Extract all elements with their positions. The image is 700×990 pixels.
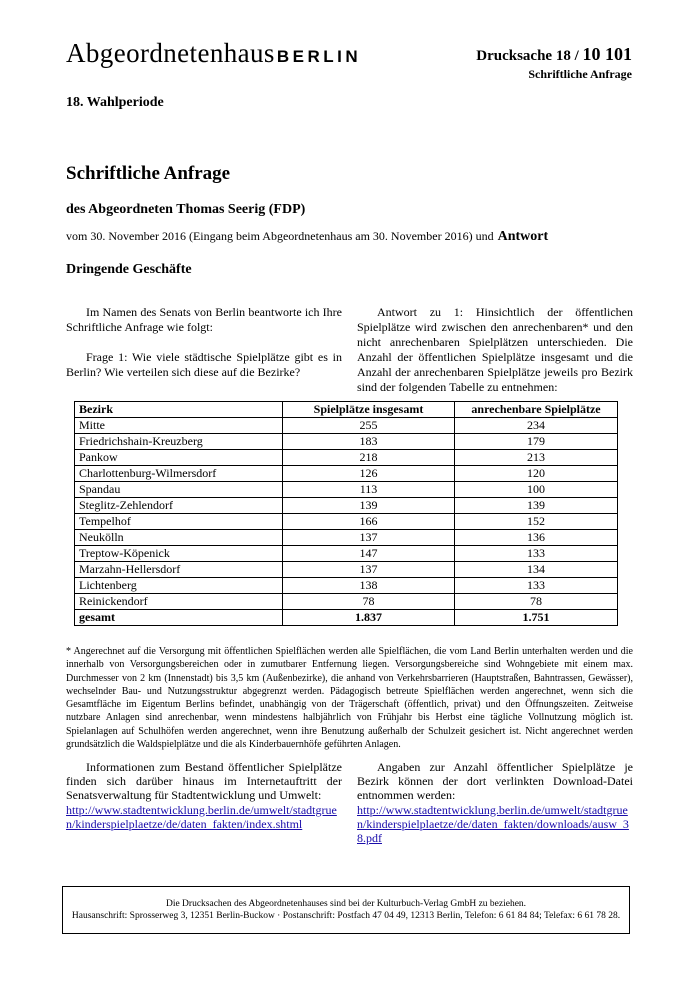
cell-bezirk: Charlottenburg-Wilmersdorf xyxy=(75,466,283,482)
left-column xyxy=(66,305,342,395)
cell-total: 137 xyxy=(283,562,455,578)
cell-countable: 120 xyxy=(455,466,618,482)
cell-total: 255 xyxy=(283,418,455,434)
footer-line-1: Die Drucksachen des Abgeordnetenhauses sind bei der Kulturbuch-Verlag GmbH zu beziehen. xyxy=(165,899,527,909)
column-header-total: Spielplätze insgesamt xyxy=(283,402,455,418)
intro-paragraph: Im Namen des Senats von Berlin beantworte ich Ihre Schriftliche Anfrage wie folgt: xyxy=(66,305,342,334)
brand-name: Abgeordnetenhaus xyxy=(66,38,275,68)
cell-countable: 234 xyxy=(455,418,618,434)
cell-countable: 78 xyxy=(455,594,618,610)
cell-total-sum: 1.837 xyxy=(283,610,455,626)
table-total-row xyxy=(75,610,618,626)
info-left xyxy=(66,760,342,831)
cell-bezirk: Lichtenberg xyxy=(75,578,283,594)
table-row xyxy=(75,450,618,466)
table-header-row xyxy=(75,402,618,418)
cell-total: 183 xyxy=(283,434,455,450)
cell-bezirk: Mitte xyxy=(75,418,283,434)
brand-logo xyxy=(66,38,361,69)
cell-total-label: gesamt xyxy=(75,610,283,626)
cell-total: 126 xyxy=(283,466,455,482)
footer-line-2: Hausanschrift: Sprosserweg 3, 12351 Berlin-Buckow · Postanschrift: Postfach 47 04 49, 12313 Berlin, Telefon: 6 61 84 84; Telefax: 6 61 78 28. xyxy=(71,911,621,921)
table-row xyxy=(75,546,618,562)
column-header-countable: anrechenbare Spielplätze xyxy=(455,402,618,418)
info-left-text: Informationen zum Bestand öffentlicher Spielplätze finden sich darüber hinaus im Internetauftritt der Senatsverwaltung für Stadtentwicklung und Umwelt: xyxy=(66,760,342,803)
brand-city: BERLIN xyxy=(276,47,362,66)
cell-bezirk: Steglitz-Zehlendorf xyxy=(75,498,283,514)
cell-total: 166 xyxy=(283,514,455,530)
right-column xyxy=(357,305,633,395)
cell-total: 78 xyxy=(283,594,455,610)
cell-total: 218 xyxy=(283,450,455,466)
table-row xyxy=(75,434,618,450)
answer-paragraph: Antwort zu 1: Hinsichtlich der öffentlichen Spielplätze wird zwischen den anrechenbaren* und den nicht anrechenbaren Spielplätzen unterschieden. Die Anzahl der öffentlichen Spielplätze insgesamt und die Anzahl der anrechenbaren Spielplätze jeweils pro Bezirk sind der folgenden Tabelle zu entnehmen: xyxy=(357,305,633,394)
cell-countable: 133 xyxy=(455,546,618,562)
column-header-bezirk: Bezirk xyxy=(75,402,283,418)
section-heading: Dringende Geschäfte xyxy=(66,262,192,277)
document-author: des Abgeordneten Thomas Seerig (FDP) xyxy=(66,202,306,217)
drucksache-value: 10 101 xyxy=(582,44,632,64)
cell-countable: 179 xyxy=(455,434,618,450)
footer-box xyxy=(62,886,630,934)
table-row xyxy=(75,594,618,610)
cell-bezirk: Pankow xyxy=(75,450,283,466)
cell-total: 139 xyxy=(283,498,455,514)
cell-countable: 136 xyxy=(455,530,618,546)
cell-total: 138 xyxy=(283,578,455,594)
cell-countable: 133 xyxy=(455,578,618,594)
cell-countable: 139 xyxy=(455,498,618,514)
link-playground-info[interactable]: http://www.stadtentwicklung.berlin.de/umwelt/stadtgruen/kinderspielplaetze/de/daten_fakten/index.shtml xyxy=(66,802,337,831)
drucksache-label: Drucksache 18 / xyxy=(476,48,579,64)
dateline-text: vom 30. November 2016 (Eingang beim Abgeordnetenhaus am 30. November 2016) und xyxy=(66,229,494,243)
answer-label: Antwort xyxy=(497,229,549,244)
wahlperiode: 18. Wahlperiode xyxy=(66,95,164,110)
table-row xyxy=(75,482,618,498)
playground-table xyxy=(74,401,618,626)
cell-total: 137 xyxy=(283,530,455,546)
cell-countable-sum: 1.751 xyxy=(455,610,618,626)
question-paragraph: Frage 1: Wie viele städtische Spielplätze gibt es in Berlin? Wie verteilen sich diese auf die Bezirke? xyxy=(66,350,342,379)
cell-total: 147 xyxy=(283,546,455,562)
cell-countable: 152 xyxy=(455,514,618,530)
cell-bezirk: Reinickendorf xyxy=(75,594,283,610)
drucksache-number xyxy=(476,44,632,65)
cell-countable: 100 xyxy=(455,482,618,498)
cell-bezirk: Spandau xyxy=(75,482,283,498)
cell-countable: 213 xyxy=(455,450,618,466)
document-title: Schriftliche Anfrage xyxy=(66,163,231,184)
info-right xyxy=(357,760,633,845)
document-type: Schriftliche Anfrage xyxy=(528,67,632,81)
table-row xyxy=(75,578,618,594)
cell-total: 113 xyxy=(283,482,455,498)
cell-countable: 134 xyxy=(455,562,618,578)
table-row xyxy=(75,466,618,482)
table-row xyxy=(75,498,618,514)
table-row xyxy=(75,418,618,434)
cell-bezirk: Neukölln xyxy=(75,530,283,546)
cell-bezirk: Friedrichshain-Kreuzberg xyxy=(75,434,283,450)
cell-bezirk: Treptow-Köpenick xyxy=(75,546,283,562)
table-row xyxy=(75,562,618,578)
footnote: * Angerechnet auf die Versorgung mit öffentlichen Spielflächen werden alle Spielflächen, die vom Land Berlin unterhalten werden und die innerhalb von Versorgungsbereichen oder in zumutbarer Entfernung liegen. Versorgungsbereiche sind Wohngebiete mit einem max. Durchmesser von 2 km (Innenstadt) bis 3,5 km (Außenbezirke), die anhand von Verkehrsbarrieren (Hauptstraßen, Bahntrassen, Gewässer), wechselnder Bau- und Nutzungsstruktur abgegrenzt werden. Pädagogisch betreute Spielflächen werden angerechnet, wenn sich die Gesamtfläche im Eigentum Berlins befindet, unabhängig von der Trägerschaft (öffentlich, privat) und den Öffnungszeiten. Zeitweise nutzbare Anlagen sind anrechenbar, wenn mindestens halbjährlich von Frühjahr bis Herbst eine tägliche Vollnutzung möglich ist. Spielanlagen auf Schulhöfen werden angerechnet, wenn ihre Benutzung außerhalb der Schulzeit gesichert ist. Nicht angerechnet werden grundsätzlich die Waldspielplätze und die als Kinderbauernhöfe geführten Anlagen. xyxy=(66,646,633,751)
cell-bezirk: Tempelhof xyxy=(75,514,283,530)
dateline xyxy=(66,229,548,245)
info-right-text: Angaben zur Anzahl öffentlicher Spielplätze je Bezirk können der dort verlinkten Download-Datei entnommen werden: xyxy=(357,760,633,803)
table-row xyxy=(75,530,618,546)
link-download-file[interactable]: http://www.stadtentwicklung.berlin.de/umwelt/stadtgruen/kinderspielplaetze/de/daten_fakten/downloads/ausw_38.pdf xyxy=(357,802,629,846)
cell-bezirk: Marzahn-Hellersdorf xyxy=(75,562,283,578)
table-row xyxy=(75,514,618,530)
